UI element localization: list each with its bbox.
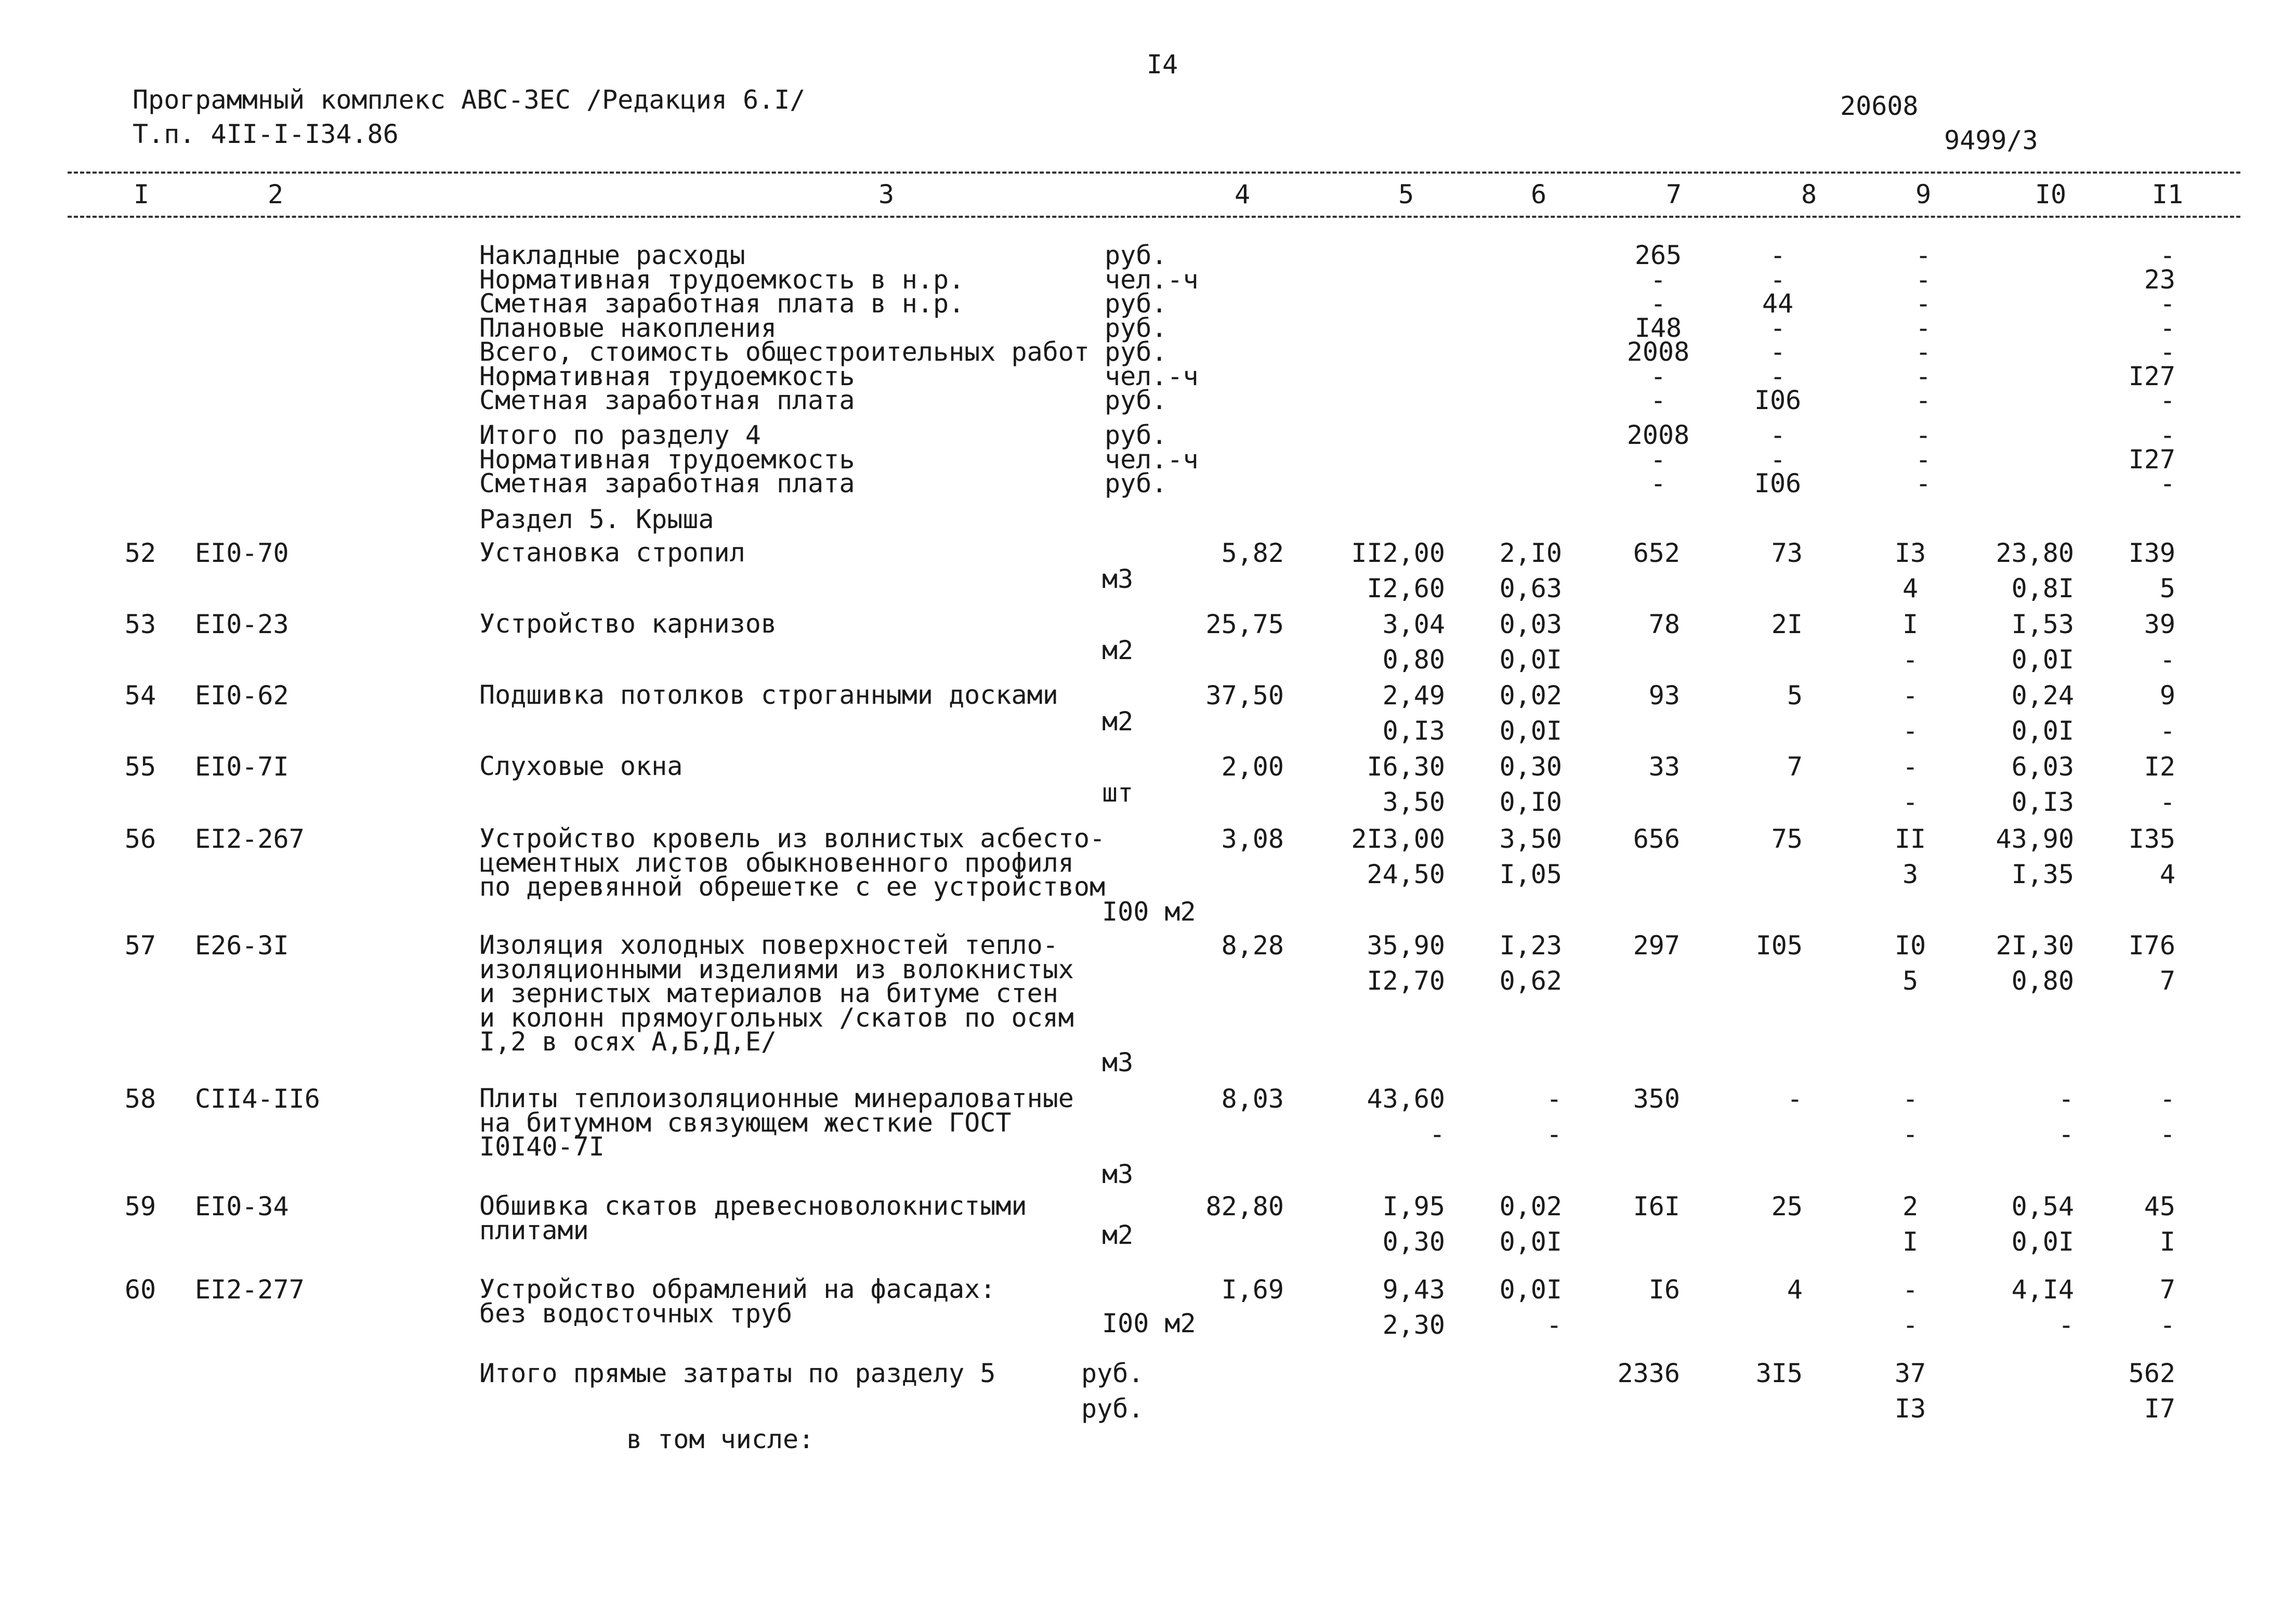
- header-top-rule: [68, 172, 2240, 174]
- row-description: Изоляция холодных поверхностей тепло-: [479, 930, 1058, 960]
- row-unit: м3: [1102, 564, 1134, 594]
- row-col7: 656: [1633, 824, 1680, 854]
- total-col9: I3: [1894, 1394, 1926, 1424]
- row-col10: 0,24: [2011, 680, 2074, 711]
- row-col10: 2I,30: [1996, 930, 2074, 961]
- row-col6: 0,I0: [1499, 787, 1562, 817]
- row-col8: -: [1787, 1084, 1803, 1114]
- row-col11: 7: [2159, 966, 2175, 996]
- sheet-code: 9499/3: [1944, 125, 2038, 155]
- row-code: EI2-277: [195, 1275, 305, 1305]
- row-col5: 3,04: [1382, 609, 1445, 639]
- row-description: по деревянной обрешетке с ее устройством: [479, 872, 1106, 902]
- summary-unit: руб.: [1105, 240, 1167, 270]
- row-quantity: 2,00: [1221, 752, 1284, 782]
- row-col7: 93: [1648, 680, 1680, 711]
- summary-col8: I06: [1754, 385, 1802, 415]
- row-col11: 4: [2159, 859, 2175, 889]
- row-number: 55: [124, 752, 156, 782]
- row-col9: I0: [1894, 930, 1926, 961]
- summary-col7: -: [1650, 288, 1667, 319]
- row-col9: -: [1902, 645, 1919, 675]
- row-col9: -: [1902, 1275, 1919, 1305]
- row-col7: 33: [1648, 752, 1680, 782]
- row-col5: 43,60: [1367, 1084, 1445, 1114]
- row-col5: -: [1429, 1119, 1445, 1149]
- row-col6: 0,02: [1499, 680, 1562, 711]
- row-col5: 2,30: [1382, 1310, 1445, 1340]
- row-col6: I,23: [1499, 930, 1562, 961]
- row-col8: 25: [1771, 1191, 1803, 1222]
- row-quantity: 82,80: [1205, 1191, 1284, 1222]
- row-number: 58: [124, 1084, 156, 1114]
- row-col11: -: [2159, 645, 2175, 675]
- summary-col8: -: [1769, 361, 1786, 391]
- row-quantity: I,69: [1221, 1275, 1284, 1305]
- summary-col8: -: [1769, 444, 1786, 475]
- row-col11: I76: [2128, 930, 2175, 961]
- row-code: EI0-23: [195, 609, 289, 639]
- summary-col7: -: [1650, 385, 1667, 415]
- row-unit: шт: [1102, 778, 1134, 808]
- row-col10: -: [2058, 1084, 2074, 1114]
- summary-unit: чел.-ч: [1105, 361, 1199, 391]
- row-unit: м3: [1102, 1047, 1134, 1078]
- total-label: Итого прямые затраты по разделу 5: [479, 1358, 996, 1388]
- summary-col9: -: [1915, 444, 1932, 475]
- page-number: I4: [1146, 49, 1178, 80]
- row-col10: -: [2058, 1310, 2074, 1340]
- row-col11: -: [2159, 1310, 2175, 1340]
- row-col7: 350: [1633, 1084, 1680, 1114]
- row-col6: 2,I0: [1499, 538, 1562, 568]
- summary-col7: 2008: [1626, 420, 1690, 450]
- row-number: 52: [124, 538, 156, 568]
- row-col6: 0,0I: [1499, 716, 1562, 746]
- row-description: Плиты теплоизоляционные минераловатные: [479, 1083, 1074, 1113]
- row-col7: 78: [1648, 609, 1680, 639]
- row-col6: 0,03: [1499, 609, 1562, 639]
- row-quantity: 8,28: [1221, 930, 1284, 961]
- row-col10: 0,I3: [2011, 787, 2074, 817]
- row-col9: I: [1902, 609, 1919, 639]
- summary-col11: -: [2159, 312, 2175, 343]
- row-col8: 4: [1787, 1275, 1803, 1305]
- column-number: 3: [878, 179, 895, 209]
- row-col9: -: [1902, 752, 1919, 782]
- summary-col9: -: [1915, 420, 1932, 450]
- row-col5: I6,30: [1367, 752, 1445, 782]
- column-number: 4: [1234, 179, 1251, 209]
- column-number: 2: [267, 179, 284, 209]
- row-col5: I2,60: [1367, 573, 1445, 603]
- row-number: 59: [124, 1191, 156, 1222]
- row-col11: I2: [2144, 752, 2175, 782]
- row-col7: 297: [1633, 930, 1680, 961]
- row-col5: 0,30: [1382, 1227, 1445, 1257]
- row-description: плитами: [479, 1215, 589, 1245]
- row-code: EI0-34: [195, 1191, 289, 1222]
- summary-unit: чел.-ч: [1105, 444, 1199, 475]
- row-col9: II: [1894, 824, 1926, 854]
- row-col8: 75: [1771, 824, 1803, 854]
- row-code: EI2-267: [195, 824, 305, 854]
- row-description: Устройство кровель из волнистых асбесто-: [479, 823, 1106, 853]
- total-col9: 37: [1894, 1358, 1926, 1388]
- row-col9: -: [1902, 787, 1919, 817]
- summary-col11: I27: [2128, 361, 2175, 391]
- column-number: I0: [2035, 179, 2067, 209]
- row-col11: -: [2159, 1119, 2175, 1149]
- summary-label: Нормативная трудоемкость в н.р.: [479, 264, 965, 295]
- row-code: EI0-7I: [195, 752, 289, 782]
- summary-col11: -: [2159, 468, 2175, 498]
- row-description: Слуховые окна: [479, 751, 683, 781]
- row-col9: 3: [1902, 859, 1919, 889]
- row-number: 57: [124, 930, 156, 961]
- row-col5: 3,50: [1382, 787, 1445, 817]
- row-description: I,2 в осях А,Б,Д,Е/: [479, 1027, 777, 1057]
- row-col10: I,53: [2011, 609, 2074, 639]
- row-col8: 2I: [1771, 609, 1803, 639]
- row-col6: I,05: [1499, 859, 1562, 889]
- row-col7: I6I: [1633, 1191, 1680, 1222]
- project-code: Т.п. 4II-I-I34.86: [133, 119, 399, 149]
- document-number: 20608: [1840, 91, 1919, 121]
- row-col5: 0,I3: [1382, 716, 1445, 746]
- summary-col7: 2008: [1626, 337, 1690, 367]
- row-col5: 0,80: [1382, 645, 1445, 675]
- summary-col9: -: [1915, 385, 1932, 415]
- row-description: и зернистых материалов на битуме стен: [479, 978, 1058, 1008]
- row-col6: 0,02: [1499, 1191, 1562, 1222]
- row-description: и колонн прямоугольных /скатов по осям: [479, 1002, 1074, 1033]
- row-col10: 43,90: [1996, 824, 2074, 854]
- row-col5: I2,70: [1367, 966, 1445, 996]
- row-col6: 0,0I: [1499, 1227, 1562, 1257]
- row-col5: 2I3,00: [1351, 824, 1445, 854]
- summary-col8: -: [1769, 312, 1786, 343]
- total-col8: 3I5: [1755, 1358, 1803, 1388]
- row-unit: I00 м2: [1102, 1308, 1196, 1338]
- summary-label: Сметная заработная плата: [479, 385, 855, 415]
- column-number: 9: [1915, 179, 1932, 209]
- summary-label: Всего, стоимость общестроительных работ: [479, 337, 1090, 367]
- summary-col7: 265: [1634, 240, 1682, 270]
- row-col10: 0,0I: [2011, 645, 2074, 675]
- summary-col8: -: [1769, 264, 1786, 295]
- row-col9: -: [1902, 1119, 1919, 1149]
- summary-label: Итого по разделу 4: [479, 420, 761, 450]
- row-description: без водосточных труб: [479, 1298, 793, 1329]
- summary-col8: -: [1769, 240, 1786, 270]
- summary-unit: руб.: [1105, 420, 1167, 450]
- row-col6: 0,62: [1499, 966, 1562, 996]
- row-col8: 7: [1787, 752, 1803, 782]
- row-col9: I3: [1894, 538, 1926, 568]
- column-number: 8: [1801, 179, 1817, 209]
- total-col11: I7: [2144, 1394, 2175, 1424]
- row-col5: 2,49: [1382, 680, 1445, 711]
- row-col10: 23,80: [1996, 538, 2074, 568]
- summary-col7: -: [1650, 361, 1667, 391]
- row-description: Установка стропил: [479, 537, 745, 568]
- row-col5: I,95: [1382, 1191, 1445, 1222]
- row-col8: I05: [1755, 930, 1803, 961]
- row-col9: I: [1902, 1227, 1919, 1257]
- row-unit: м2: [1102, 635, 1134, 665]
- row-col10: 4,I4: [2011, 1275, 2074, 1305]
- summary-col11: -: [2159, 288, 2175, 319]
- row-col6: -: [1546, 1084, 1562, 1114]
- summary-col11: I27: [2128, 444, 2175, 475]
- total-unit: руб.: [1081, 1394, 1144, 1424]
- summary-col11: -: [2159, 337, 2175, 367]
- column-number: I: [133, 179, 150, 209]
- row-col6: 0,63: [1499, 573, 1562, 603]
- row-unit: м3: [1102, 1159, 1134, 1189]
- row-description: на битумном связующем жесткие ГОСТ: [479, 1107, 1012, 1138]
- row-number: 54: [124, 680, 156, 711]
- row-col11: 7: [2159, 1275, 2175, 1305]
- row-description: цементных листов обыкновенного профиля: [479, 847, 1074, 878]
- row-description: Подшивка потолков строганными досками: [479, 680, 1058, 710]
- total-col11: 562: [2128, 1358, 2175, 1388]
- row-col10: 0,54: [2011, 1191, 2074, 1222]
- row-col10: 0,0I: [2011, 1227, 2074, 1257]
- row-description: Устройство карнизов: [479, 609, 777, 639]
- row-quantity: 5,82: [1221, 538, 1284, 568]
- row-col6: 0,30: [1499, 752, 1562, 782]
- summary-col7: -: [1650, 264, 1667, 295]
- row-col7: 652: [1633, 538, 1680, 568]
- row-col11: I35: [2128, 824, 2175, 854]
- row-number: 60: [124, 1275, 156, 1305]
- row-col11: -: [2159, 787, 2175, 817]
- summary-col9: -: [1915, 468, 1932, 498]
- row-col9: -: [1902, 1084, 1919, 1114]
- row-unit: I00 м2: [1102, 897, 1196, 927]
- row-col11: 39: [2144, 609, 2175, 639]
- row-col6: 0,0I: [1499, 1275, 1562, 1305]
- summary-unit: руб.: [1105, 385, 1167, 415]
- row-col10: I,35: [2011, 859, 2074, 889]
- row-col11: I: [2159, 1227, 2175, 1257]
- row-col10: -: [2058, 1119, 2074, 1149]
- row-col9: -: [1902, 1310, 1919, 1340]
- row-col6: -: [1546, 1310, 1562, 1340]
- summary-col7: -: [1650, 468, 1667, 498]
- column-number: I1: [2151, 179, 2184, 209]
- row-col11: 9: [2159, 680, 2175, 711]
- row-quantity: 37,50: [1205, 680, 1284, 711]
- row-description: I0I40-7I: [479, 1132, 605, 1162]
- summary-unit: руб.: [1105, 312, 1167, 343]
- summary-col7: I48: [1634, 312, 1682, 343]
- column-number: 6: [1530, 179, 1547, 209]
- summary-col9: -: [1915, 337, 1932, 367]
- row-col9: -: [1902, 716, 1919, 746]
- row-col11: 45: [2144, 1191, 2175, 1222]
- row-quantity: 25,75: [1205, 609, 1284, 639]
- row-col9: 4: [1902, 573, 1919, 603]
- row-col10: 6,03: [2011, 752, 2074, 782]
- summary-col9: -: [1915, 240, 1932, 270]
- summary-label: Сметная заработная плата в н.р.: [479, 288, 965, 319]
- summary-col7: -: [1650, 444, 1667, 475]
- row-code: E26-3I: [195, 930, 289, 961]
- summary-label: Нормативная трудоемкость: [479, 444, 855, 475]
- summary-label: Накладные расходы: [479, 240, 745, 270]
- row-description: изоляционными изделиями из волокнистых: [479, 954, 1074, 984]
- summary-col9: -: [1915, 312, 1932, 343]
- row-col5: 9,43: [1382, 1275, 1445, 1305]
- row-description: Устройство обрамлений на фасадах:: [479, 1274, 996, 1304]
- total-col7: 2336: [1617, 1358, 1680, 1388]
- summary-unit: чел.-ч: [1105, 264, 1199, 295]
- row-col5: II2,00: [1351, 538, 1445, 568]
- summary-col11: -: [2159, 240, 2175, 270]
- row-col6: 3,50: [1499, 824, 1562, 854]
- summary-col9: -: [1915, 361, 1932, 391]
- row-description: Обшивка скатов древесноволокнистыми: [479, 1191, 1027, 1221]
- row-col6: 0,0I: [1499, 645, 1562, 675]
- section-title: Раздел 5. Крыша: [479, 504, 714, 534]
- row-quantity: 8,03: [1221, 1084, 1284, 1114]
- total-unit: руб.: [1081, 1358, 1144, 1388]
- header-bottom-rule: [68, 216, 2240, 218]
- row-col10: 0,80: [2011, 966, 2074, 996]
- footer-note: в том числе:: [626, 1424, 815, 1454]
- column-number: 7: [1665, 179, 1682, 209]
- row-col9: 5: [1902, 966, 1919, 996]
- summary-unit: руб.: [1105, 468, 1167, 498]
- row-col10: 0,8I: [2011, 573, 2074, 603]
- row-col5: 35,90: [1367, 930, 1445, 961]
- summary-unit: руб.: [1105, 337, 1167, 367]
- summary-col8: -: [1769, 420, 1786, 450]
- row-col11: -: [2159, 716, 2175, 746]
- summary-col11: 23: [2144, 264, 2175, 295]
- row-col10: 0,0I: [2011, 716, 2074, 746]
- summary-col9: -: [1915, 288, 1932, 319]
- summary-label: Плановые накопления: [479, 312, 777, 343]
- row-col8: 5: [1787, 680, 1803, 711]
- summary-col11: -: [2159, 420, 2175, 450]
- column-number: 5: [1398, 179, 1414, 209]
- summary-label: Нормативная трудоемкость: [479, 361, 855, 391]
- summary-col8: I06: [1754, 468, 1802, 498]
- summary-label: Сметная заработная плата: [479, 468, 855, 498]
- row-col8: 73: [1771, 538, 1803, 568]
- row-col5: 24,50: [1367, 859, 1445, 889]
- row-col7: I6: [1648, 1275, 1680, 1305]
- row-quantity: 3,08: [1221, 824, 1284, 854]
- row-col11: I39: [2128, 538, 2175, 568]
- row-col9: 2: [1902, 1191, 1919, 1222]
- row-unit: м2: [1102, 706, 1134, 737]
- row-code: EI0-62: [195, 680, 289, 711]
- row-unit: м2: [1102, 1220, 1134, 1250]
- program-title: Программный комплекс АВС-ЗЕС /Редакция 6.I/: [133, 85, 806, 115]
- row-col11: 5: [2159, 573, 2175, 603]
- summary-col9: -: [1915, 264, 1932, 295]
- summary-col11: -: [2159, 385, 2175, 415]
- row-col11: -: [2159, 1084, 2175, 1114]
- row-code: EI0-70: [195, 538, 289, 568]
- summary-col8: -: [1769, 337, 1786, 367]
- row-col6: -: [1546, 1119, 1562, 1149]
- summary-col8: 44: [1762, 288, 1794, 319]
- row-col9: -: [1902, 680, 1919, 711]
- row-code: CII4-II6: [195, 1084, 320, 1114]
- row-number: 53: [124, 609, 156, 639]
- row-number: 56: [124, 824, 156, 854]
- summary-unit: руб.: [1105, 288, 1167, 319]
